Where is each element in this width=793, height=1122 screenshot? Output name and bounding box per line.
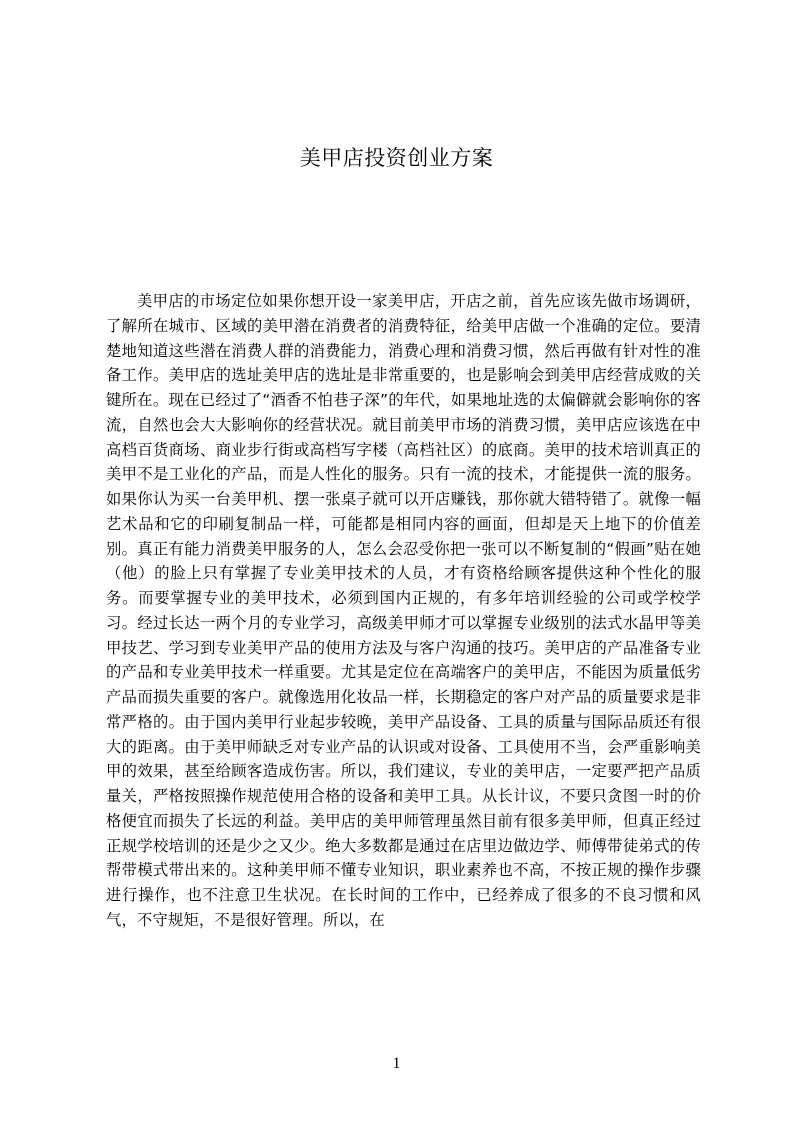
document-title: 美甲店投资创业方案	[299, 146, 494, 170]
page-number: 1	[392, 1055, 401, 1072]
body-paragraph: 美甲店的市场定位如果你想开设一家美甲店，开店之前，首先应该先做市场调研，了解所在城市、区域的美甲潜在消费者的消费特征，给美甲店做一个准确的定位。要清楚地知道这些潜在消费人群的消费能力，消费心理和消费习惯，然后再做有针对性的准备工作。美甲店的选址美甲店的选址是非常重要的，也是影响会到美甲店经营成败的关键所在。现在已经过了“酒香不怕巷子深”的年代，如果地址选的太偏僻就会影响你的客流，自然也会大大影响你的经营状况。就目前美甲市场的消费习惯，美甲店应该选在中高档百货商场、商业步行街或高档写字楼（高档社区）的底商。美甲的技术培训真正的美甲不是工业化的产品，而是人性化的服务。只有一流的技术，才能提供一流的服务。如果你认为买一台美甲机、摆一张桌子就可以开店赚钱，那你就大错特错了。就像一幅艺术品和它的印刷复制品一样，可能都是相同内容的画面，但却是天上地下的价值差别。真正有能力消费美甲服务的人，怎么会忍受你把一张可以不断复制的“假画”贴在她（他）的脸上只有掌握了专业美甲技术的人员，才有资格给顾客提供这种个性化的服务。而要掌握专业的美甲技术，必须到国内正规的，有多年培训经验的公司或学校学习。经过长达一两个月的专业学习，高级美甲师才可以掌握专业级别的法式水晶甲等美甲技艺、学习到专业美甲产品的使用方法及与客户沟通的技巧。美甲店的产品准备专业的产品和专业美甲技术一样重要。尤其是定位在高端客户的美甲店，不能因为质量低劣产品而损失重要的客户。就像选用化妆品一样，长期稳定的客户对产品的质量要求是非常严格的。由于国内美甲行业起步较晚，美甲产品设备、工具的质量与国际品质还有很大的距离。由于美甲师缺乏对专业产品的认识或对设备、工具使用不当，会严重影响美甲的效果，甚至给顾客造成伤害。所以，我们建议，专业的美甲店，一定要严把产品质量关，严格按照操作规范使用合格的设备和美甲工具。从长计议，不要只贪图一时的价格便宜而损失了长远的利益。美甲店的美甲师管理虽然目前有很多美甲师，但真正经过正规学校培训的还是少之又少。绝大多数都是通过在店里边做边学、师傅带徒弟式的传帮带模式带出来的。这种美甲师不懂专业知识，职业素养也不高，不按正规的操作步骤进行操作，也不注意卫生状况。在长时间的工作中，已经养成了很多的不良习惯和风气，不守规矩，不是很好管理。所以，在	[106, 292, 701, 929]
